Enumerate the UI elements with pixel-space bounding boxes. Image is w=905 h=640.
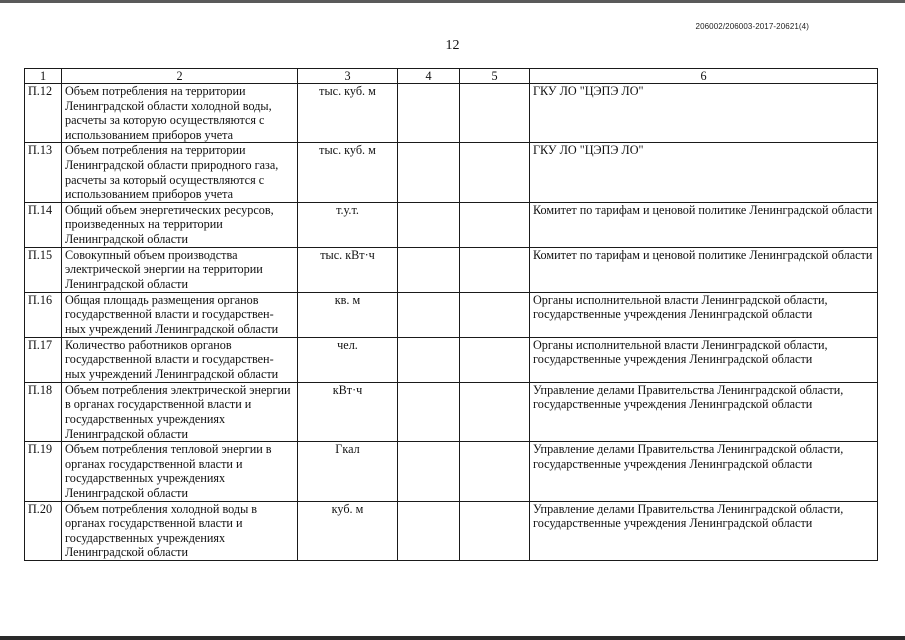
- unit-of-measure: тыс. кВт·ч: [298, 247, 398, 292]
- row-code: П.18: [25, 382, 62, 441]
- column-4-cell: [398, 442, 460, 501]
- column-4-cell: [398, 202, 460, 247]
- column-header: 5: [460, 69, 530, 84]
- scan-edge-top: [0, 0, 905, 3]
- column-5-cell: [460, 337, 530, 382]
- unit-of-measure: кВт·ч: [298, 382, 398, 441]
- column-header: 4: [398, 69, 460, 84]
- indicator-name: Объем потребления электрической энергии в органах государственной власти и государственных учреждениях Ленинградской области: [62, 382, 298, 441]
- column-4-cell: [398, 501, 460, 560]
- indicator-name: Количество работников органов государственной власти и государствен-ных учреждений Ленинградской области: [62, 337, 298, 382]
- row-code: П.15: [25, 247, 62, 292]
- unit-of-measure: т.у.т.: [298, 202, 398, 247]
- column-5-cell: [460, 84, 530, 143]
- table-header: [25, 69, 878, 84]
- column-4-cell: [398, 143, 460, 202]
- column-header: 2: [62, 69, 298, 84]
- row-code: П.20: [25, 501, 62, 560]
- unit-of-measure: тыс. куб. м: [298, 143, 398, 202]
- unit-of-measure: тыс. куб. м: [298, 84, 398, 143]
- responsible-organization: ГКУ ЛО "ЦЭПЭ ЛО": [530, 84, 878, 143]
- column-5-cell: [460, 292, 530, 337]
- column-5-cell: [460, 247, 530, 292]
- responsible-organization: Комитет по тарифам и ценовой политике Ленинградской области: [530, 247, 878, 292]
- table-row: [25, 292, 878, 337]
- unit-of-measure: Гкал: [298, 442, 398, 501]
- indicators-table: [24, 68, 878, 561]
- scan-edge-bottom: [0, 636, 905, 640]
- row-code: П.14: [25, 202, 62, 247]
- indicator-name: Объем потребления холодной воды в органах государственной власти и государственных учреждениях Ленинградской области: [62, 501, 298, 560]
- column-4-cell: [398, 247, 460, 292]
- column-5-cell: [460, 501, 530, 560]
- row-code: П.12: [25, 84, 62, 143]
- row-code: П.17: [25, 337, 62, 382]
- column-5-cell: [460, 382, 530, 441]
- table-row: [25, 442, 878, 501]
- indicator-name: Объем потребления на территории Ленинградской области холодной воды, расчеты за которую осуществляются с использованием приборов учета: [62, 84, 298, 143]
- column-4-cell: [398, 84, 460, 143]
- responsible-organization: Органы исполнительной власти Ленинградской области, государственные учреждения Ленинградской области: [530, 337, 878, 382]
- indicator-name: Совокупный объем производства электрической энергии на территории Ленинградской области: [62, 247, 298, 292]
- table-row: [25, 382, 878, 441]
- column-header: 3: [298, 69, 398, 84]
- table-row: [25, 247, 878, 292]
- column-4-cell: [398, 292, 460, 337]
- column-4-cell: [398, 382, 460, 441]
- responsible-organization: Управление делами Правительства Ленинградской области, государственные учреждения Ленинградской области: [530, 501, 878, 560]
- row-code: П.16: [25, 292, 62, 337]
- responsible-organization: Управление делами Правительства Ленинградской области, государственные учреждения Ленинградской области: [530, 442, 878, 501]
- column-5-cell: [460, 442, 530, 501]
- responsible-organization: Органы исполнительной власти Ленинградской области, государственные учреждения Ленинградской области: [530, 292, 878, 337]
- indicator-name: Общий объем энергетических ресурсов, произведенных на территории Ленинградской области: [62, 202, 298, 247]
- row-code: П.13: [25, 143, 62, 202]
- table-row: [25, 501, 878, 560]
- responsible-organization: Комитет по тарифам и ценовой политике Ленинградской области: [530, 202, 878, 247]
- table-body: [25, 84, 878, 561]
- column-4-cell: [398, 337, 460, 382]
- indicator-name: Объем потребления тепловой энергии в органах государственной власти и государственных учреждениях Ленинградской области: [62, 442, 298, 501]
- responsible-organization: ГКУ ЛО "ЦЭПЭ ЛО": [530, 143, 878, 202]
- table-row: [25, 202, 878, 247]
- responsible-organization: Управление делами Правительства Ленинградской области, государственные учреждения Ленинградской области: [530, 382, 878, 441]
- document-code: 206002/206003-2017-20621(4): [695, 22, 809, 31]
- table-row: [25, 143, 878, 202]
- table-row: [25, 84, 878, 143]
- column-header: 6: [530, 69, 878, 84]
- indicator-name: Общая площадь размещения органов государственной власти и государствен-ных учреждений Ленинградской области: [62, 292, 298, 337]
- unit-of-measure: кв. м: [298, 292, 398, 337]
- unit-of-measure: чел.: [298, 337, 398, 382]
- column-5-cell: [460, 143, 530, 202]
- indicator-name: Объем потребления на территории Ленинградской области природного газа, расчеты за который осуществляются с использованием приборов учета: [62, 143, 298, 202]
- row-code: П.19: [25, 442, 62, 501]
- unit-of-measure: куб. м: [298, 501, 398, 560]
- column-header: 1: [25, 69, 62, 84]
- table-row: [25, 337, 878, 382]
- header-row: [25, 69, 878, 84]
- page-number: 12: [445, 38, 460, 53]
- column-5-cell: [460, 202, 530, 247]
